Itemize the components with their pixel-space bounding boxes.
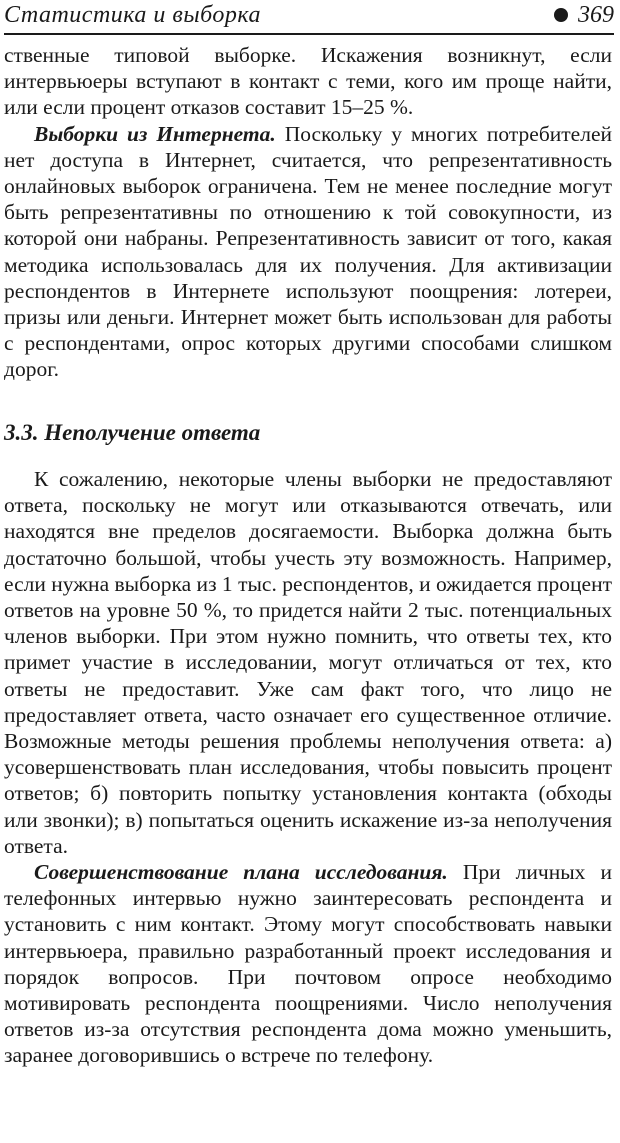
nonresponse-paragraph: К сожалению, некоторые члены выборки не предоставляют ответа, поскольку не могут или отказываются отвечать, или находятся вне пределов досягаемости. Выборка должна быть достаточно большой, чтобы учесть эту возможность. Например, если нужна выборка из 1 тыс. респондентов, и ожидается процент ответов на уровне 50 %, то придется найти 2 тыс. потенциальных членов выборки. При этом нужно помнить, что ответы тех, кто примет участие в исследовании, могут отличаться от тех, кто ответы не предоставит. Уже сам факт того, что лицо не предоставляет ответа, часто означает его существенное отличие. Возможные методы решения проблемы неполучения ответа: а) усовершенствовать план исследования, чтобы повысить процент ответов; б) повторить попытку установления контакта (обходы или звонки); в) попытаться оценить искажение из-за неполучения ответа. xyxy=(4,467,612,858)
research-plan-lead: Совершенствование плана исследования. xyxy=(34,860,448,885)
bullet-icon xyxy=(554,8,568,22)
research-plan-paragraph xyxy=(4,859,612,1069)
section-heading: 3.3. Неполучение ответа xyxy=(4,420,261,445)
internet-samples-paragraph xyxy=(4,121,612,383)
text-block-top xyxy=(4,42,612,383)
continuation-paragraph: ственные типовой выборке. Искажения возникнут, если интервьюеры вступают в контакт с теми, кого им проще найти, или если процент отказов составит 15–25 %. xyxy=(4,43,612,120)
running-head xyxy=(4,0,614,36)
page-number-block xyxy=(554,0,614,30)
internet-samples-lead: Выборки из Интернета. xyxy=(34,121,276,146)
header-rule xyxy=(4,33,614,35)
running-head-title: Статистика и выборка xyxy=(4,2,261,28)
page-number: 369 xyxy=(578,2,614,28)
text-block-bottom xyxy=(4,466,612,1069)
research-plan-text: При личных и телефонных интервью нужно заинтересовать респондента и установить с ним контакт. Этому могут способствовать навыки интервьюера, правильно разработанный проект исследования и порядок вопросов. При почтовом опросе необходимо мотивировать респондента поощрениями. Число неполучения ответов из-за отсутствия респондента дома можно уменьшить, заранее договорившись о встрече по телефону. xyxy=(4,860,612,1068)
internet-samples-text: Поскольку у многих потребителей нет доступа в Интернет, считается, что репрезентативность онлайновых выборок ограничена. Тем не менее последние могут быть репрезентативны по отношению к той совокупности, из которой они набраны. Репрезентативность зависит от того, какая методика использовалась для их получения. Для активизации респондентов в Интернете используют поощрения: лотереи, призы или деньги. Интернет может быть использован для работы с респондентами, опрос которых другими способами слишком дорог. xyxy=(4,121,613,382)
